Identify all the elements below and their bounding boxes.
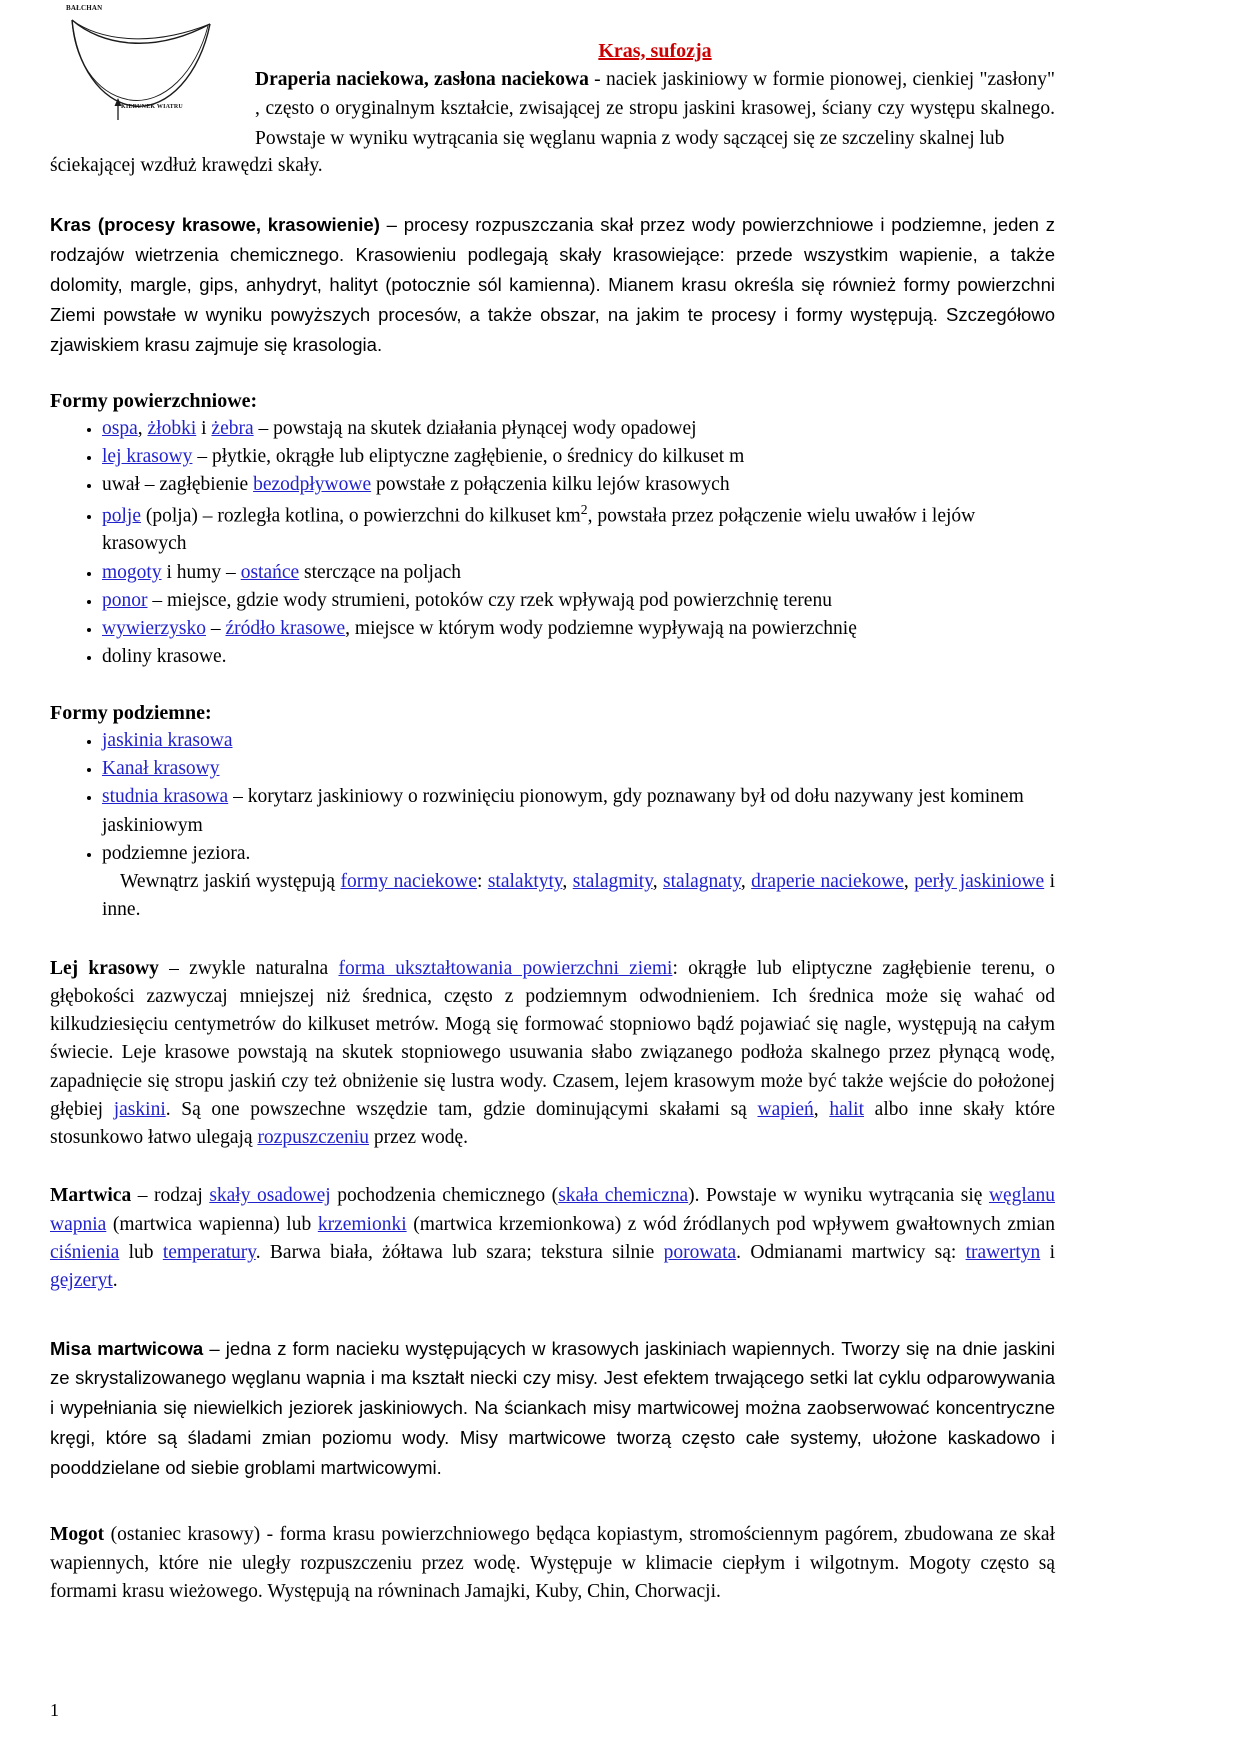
text-run: (martwica wapienna) lub	[106, 1213, 318, 1235]
text-run: .	[112, 1270, 118, 1292]
list-item	[102, 443, 1055, 471]
inline-link[interactable]: bezodpływowe	[253, 474, 372, 496]
inline-link[interactable]: skała chemiczna	[558, 1185, 689, 1207]
text-run: i	[1040, 1241, 1056, 1263]
list-item	[102, 755, 1055, 783]
list-item	[102, 727, 1055, 755]
inline-link[interactable]: temperatury	[162, 1241, 256, 1263]
inline-link[interactable]: draperie naciekowe	[751, 871, 904, 893]
text-run: . Są one powszechne wszędzie tam, gdzie dominującymi skałami są	[165, 1098, 758, 1120]
inline-link[interactable]: żłobki	[147, 417, 197, 439]
intro-bold-lead: Draperia naciekowa, zasłona naciekowa	[255, 69, 589, 90]
text-run: :	[476, 871, 488, 893]
text-run: – korytarz jaskiniowy o rozwinięciu pionowym, gdy poznawany był od dołu nazywany jest kominem jaskiniowym	[102, 786, 1024, 836]
underground-forms-heading: Formy podziemne:	[50, 701, 212, 724]
spacer	[50, 1152, 1055, 1182]
inline-link[interactable]: forma ukształtowania powierzchni ziemi	[338, 957, 673, 979]
spacer	[50, 1296, 1055, 1334]
list-item	[102, 587, 1055, 615]
text-run: ,	[740, 871, 752, 893]
list-item	[102, 559, 1055, 587]
inline-link[interactable]: polje	[102, 505, 141, 527]
intro-text-block	[255, 0, 1055, 153]
text-run: – rodzaj	[131, 1185, 210, 1207]
text-run: –	[205, 618, 226, 640]
intro-line-3: Powstaje w wyniku wytrącania się węglanu wapnia z wody sączącej się ze szczeliny skalnej lub	[255, 127, 1005, 149]
bold-lead: Lej krasowy	[50, 957, 159, 979]
text-run: podziemne jeziora.	[102, 842, 251, 864]
inline-link[interactable]: ospa	[102, 417, 138, 439]
text-run: ,	[562, 871, 573, 893]
intro-paragraph	[255, 65, 1055, 153]
mogot-paragraph	[50, 1521, 1055, 1606]
inline-link[interactable]: formy naciekowe	[340, 871, 477, 893]
text-run: albo inne skały które stosunkowo łatwo ulegają	[50, 1098, 1056, 1149]
inline-link[interactable]: lej krasowy	[102, 446, 193, 468]
intro-paragraph-continuation	[50, 151, 1055, 180]
kras-definition-paragraph	[50, 210, 1055, 360]
inline-link[interactable]: ostańce	[240, 561, 300, 583]
superscript: 2	[580, 501, 588, 517]
drapery-figure	[50, 0, 250, 130]
text-run: doliny krasowe.	[102, 646, 227, 668]
header-block	[50, 0, 1055, 180]
list-item	[102, 783, 1055, 840]
surface-forms-list	[50, 415, 1055, 672]
text-run: i humy –	[161, 561, 241, 583]
text-run: ,	[903, 871, 915, 893]
inline-link[interactable]: Kanał krasowy	[102, 758, 220, 779]
inline-link[interactable]: żebra	[211, 417, 254, 439]
inline-link[interactable]: stalaktyty	[487, 871, 563, 893]
spacer	[50, 672, 1055, 702]
text-run: ,	[652, 871, 664, 893]
text-run: uwał – zagłębienie	[102, 474, 254, 496]
text-run: – płytkie, okrągłe lub eliptyczne zagłębienie, o średnicy do kilkuset m	[192, 446, 745, 468]
misa-martwicowa-paragraph	[50, 1334, 1055, 1484]
figure-label-bottom: KIERUNEK WIATRU	[121, 104, 183, 110]
text-run: ). Powstaje w wyniku wytrącania się	[688, 1185, 989, 1207]
inline-link[interactable]: węglanu wapnia	[50, 1185, 1055, 1235]
list-item	[102, 615, 1055, 643]
martwica-paragraph	[50, 1182, 1055, 1295]
inline-link[interactable]: gejzeryt	[50, 1270, 113, 1292]
inline-link[interactable]: jaskinia krasowa	[102, 729, 233, 751]
text-run: . Odmianami martwicy są:	[736, 1241, 966, 1263]
text-run: – miejsce, gdzie wody strumieni, potoków czy rzek wpływają pod powierzchnię terenu	[147, 589, 832, 611]
list-item	[102, 500, 1055, 559]
inline-link[interactable]: mogoty	[102, 561, 162, 583]
text-run: : okrągłe lub eliptyczne zagłębienie terenu, o głębokości zazwyczaj mniejszej niż średnica, często z podziemnym odwodnieniem. Ich średnica może się wahać od kilkudziesięciu centymetrów do kilkuset metrów. Mogą się formować stopniowo bądź pojawiać się nagle, występują na całym świecie. Leje krasowe powstają na skutek stopniowego usuwania słabo związanego podłoża skalnego przez płynącą wodę, zapadnięcie się stropu jaskiń czy też obniżenie się lustra wody. Czasem, lejem krasowym może być także wejście do położonej głębiej	[50, 957, 1056, 1120]
inline-link[interactable]: ciśnienia	[50, 1241, 120, 1263]
list-item	[102, 643, 1055, 671]
spacer	[50, 360, 1055, 390]
intro-line-2: często o oryginalnym kształcie, zwisającej ze stropu jaskini krasowej, ściany czy występu skalnego.	[265, 98, 1055, 120]
inline-link[interactable]: perły jaskiniowe	[914, 871, 1045, 893]
kras-bold-lead: Kras (procesy krasowe, krasowienie)	[50, 214, 380, 235]
surface-forms-heading: Formy powierzchniowe:	[50, 389, 258, 412]
text-run: ,	[137, 417, 148, 439]
text-run: i	[196, 417, 212, 439]
mogot-body: (ostaniec krasowy) - forma krasu powierzchniowego będąca kopiastym, stromościennym pagórem, zbudowana ze skał wapiennych, które nie uległy rozpuszczeniu przez wodę. Występuje w klimacie ciepłym i wilgotnym. Mogoty często są formami krasu wieżowego. Występują na równinach Jamajki, Kuby, Chin, Chorwacji.	[50, 1524, 1055, 1602]
text-run: – zwykle naturalna	[158, 957, 339, 979]
text-run: (polja) – rozległa kotlina, o powierzchni do kilkuset km	[141, 505, 581, 527]
intro-line-1: - naciek jaskiniowy w formie pionowej, cienkiej "zasłony" ,	[255, 69, 1055, 120]
text-run: . Barwa biała, żółtawa lub szara; tekstura silnie	[255, 1241, 664, 1263]
text-run: sterczące na poljach	[299, 561, 462, 583]
page-title: Kras, sufozja	[598, 40, 712, 62]
cave-formations-note	[102, 868, 1055, 925]
inline-link[interactable]: źródło krasowe	[225, 618, 346, 640]
inline-link[interactable]: krzemionki	[317, 1213, 407, 1235]
spacer	[50, 925, 1055, 955]
inline-link[interactable]: ponor	[102, 589, 148, 611]
document-content	[50, 0, 1055, 1606]
text-run: , powstała przez połączenie wielu uwałów i lejów krasowych	[102, 505, 976, 555]
text-run: przez wodę.	[368, 1127, 469, 1149]
spacer	[50, 1483, 1055, 1521]
inline-link[interactable]: skały osadowej	[209, 1185, 331, 1207]
intro-line-4: ściekającej wzdłuż krawędzi skały.	[50, 154, 323, 176]
underground-forms-list	[50, 727, 1055, 868]
misa-bold-lead: Misa martwicowa	[50, 1337, 204, 1359]
spacer	[50, 180, 1055, 210]
inline-link[interactable]: porowata	[663, 1241, 737, 1263]
inline-link[interactable]: wywierzysko	[102, 618, 206, 640]
inline-link[interactable]: halit	[829, 1098, 865, 1120]
inline-link[interactable]: rozpuszczeniu	[257, 1127, 369, 1149]
text-run: powstałe z połączenia kilku lejów krasowych	[371, 474, 730, 496]
text-run: – powstają na skutek działania płynącej wody opadowej	[253, 417, 697, 439]
inline-link[interactable]: trawertyn	[965, 1241, 1041, 1263]
text-run: i inne.	[102, 871, 1056, 921]
list-item	[102, 415, 1055, 443]
inline-link[interactable]: jaskini	[113, 1098, 166, 1120]
kras-body: – procesy rozpuszczania skał przez wody powierzchniowe i podziemne, jeden z rodzajów wietrzenia chemicznego. Krasowieniu podlegają skały krasowiejące: przede wszystkim wapienie, a także dolomity, margle, gips, anhydryt, halityt (potocznie sól kamienna). Mianem krasu określa się również formy powierzchni Ziemi powstałe w wyniku powyższych procesów, a także obszar, na jakim te procesy i formy występują. Szczegółowo zjawiskiem krasu zajmuje się krasologia.	[50, 214, 1055, 355]
text-run: pochodzenia chemicznego (	[330, 1185, 559, 1207]
list-item	[102, 840, 1055, 868]
text-run: (martwica krzemionkowa) z wód źródlanych pod wpływem gwałtownych zmian	[406, 1213, 1055, 1235]
figure-label-top: BAŁCHAN	[66, 4, 103, 12]
bold-lead: Martwica	[50, 1185, 132, 1207]
inline-link[interactable]: studnia krasowa	[102, 786, 229, 808]
inline-link[interactable]: wapień	[757, 1098, 814, 1120]
text-run: , miejsce w którym wody podziemne wypływają na powierzchnię	[345, 618, 857, 640]
text-run: Wewnątrz jaskiń występują	[120, 871, 341, 893]
text-run: ,	[813, 1098, 830, 1120]
inline-link[interactable]: stalagnaty	[663, 871, 741, 893]
mogot-bold-lead: Mogot	[50, 1524, 105, 1546]
misa-body: – jedna z form nacieku występujących w krasowych jaskiniach wapiennych. Tworzy się na dnie jaskini ze skrystalizowanego węglanu wapnia i ma kształt niecki czy misy. Jest efektem trwającego setki lat cyklu odparowywania i wypełniania się niewielkich jeziorek jaskiniowych. Na ściankach misy martwicowej można zaobserwować koncentryczne kręgi, które są śladami zmian poziomu wody. Misy martwicowe tworzą często całe systemy, ułożone kaskadowo i pooddzielane od siebie groblami martwicowymi.	[50, 1337, 1055, 1479]
inline-link[interactable]: stalagmity	[572, 871, 653, 893]
text-run: lub	[119, 1241, 163, 1263]
list-item	[102, 471, 1055, 499]
page-number: 1	[50, 1700, 59, 1720]
lej-krasowy-paragraph	[50, 955, 1055, 1153]
